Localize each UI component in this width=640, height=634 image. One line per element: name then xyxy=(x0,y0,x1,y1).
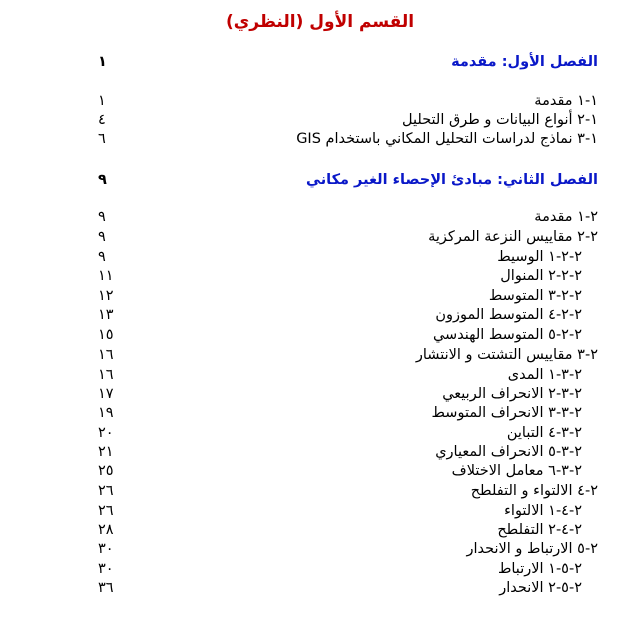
entry-page: ٩ xyxy=(98,229,106,245)
toc-entry xyxy=(0,579,640,598)
entry-label: ٢-٣-٥ الانحراف المعياري xyxy=(435,444,582,460)
chapter-title: الفصل الأول: مقدمة xyxy=(451,54,598,70)
entry-label: ٢-٢-٣ المتوسط xyxy=(488,288,582,304)
entry-label: ١-٣ نماذج لدراسات التحليل المكاني باستخدام GIS xyxy=(296,131,598,147)
toc-entry xyxy=(0,208,640,227)
entry-page: ١٦ xyxy=(98,367,114,383)
toc-entry xyxy=(0,540,640,559)
toc-entry xyxy=(0,248,640,267)
toc-entry xyxy=(0,404,640,423)
entry-page: ١ xyxy=(98,93,106,109)
chapter-page: ١ xyxy=(98,54,107,70)
entry-page: ٩ xyxy=(98,249,106,265)
toc-entry xyxy=(0,482,640,501)
entry-page: ٣٦ xyxy=(98,580,114,596)
entry-label: ٢-٣-٦ معامل الاختلاف xyxy=(451,463,582,479)
entry-page: ٢٨ xyxy=(98,522,114,538)
entry-label: ٢-٣-٣ الانحراف المتوسط xyxy=(431,405,582,421)
entry-label: ٢-٤ الالتواء و التفلطح xyxy=(470,483,598,499)
toc-entry xyxy=(0,443,640,462)
entry-page: ١٥ xyxy=(98,327,114,343)
entry-page: ١٧ xyxy=(98,386,114,402)
entry-page: ٢٥ xyxy=(98,463,114,479)
toc-entry xyxy=(0,521,640,540)
entry-label: ٢-٣-١ المدى xyxy=(507,367,582,383)
toc-entry xyxy=(0,346,640,365)
entry-page: ٤ xyxy=(98,112,106,128)
toc-entry xyxy=(0,130,640,149)
toc-entry xyxy=(0,366,640,385)
chapter-heading xyxy=(0,53,640,72)
toc-entry xyxy=(0,424,640,443)
entry-label: ٢-٣-٤ التباين xyxy=(506,425,582,441)
entry-label: ٢-٥-٢ الانحدار xyxy=(499,580,582,596)
entry-label: ١-٢ أنواع البيانات و طرق التحليل xyxy=(402,112,598,128)
entry-label: ٢-٣-٢ الانحراف الربيعي xyxy=(442,386,582,402)
chapter-title: الفصل الثاني: مبادئ الإحصاء الغير مكاني xyxy=(306,172,598,188)
entry-page: ٢١ xyxy=(98,444,114,460)
toc-entry xyxy=(0,287,640,306)
entry-page: ٣٠ xyxy=(98,541,114,557)
toc-entry xyxy=(0,267,640,286)
toc-entry xyxy=(0,92,640,111)
entry-page: ١٣ xyxy=(98,307,114,323)
entry-label: ٢-٢-٢ المنوال xyxy=(500,268,582,284)
entry-label: ٢-٥-١ الارتباط xyxy=(497,561,582,577)
toc-entry xyxy=(0,385,640,404)
entry-label: ٢-٢-٤ المتوسط الموزون xyxy=(435,307,582,323)
toc-entry xyxy=(0,306,640,325)
chapter-heading xyxy=(0,171,640,190)
entry-label: ٢-٥ الارتباط و الانحدار xyxy=(466,541,598,557)
entry-label: ٢-٢-٥ المتوسط الهندسي xyxy=(432,327,582,343)
entry-page: ٩ xyxy=(98,209,106,225)
toc-entry xyxy=(0,560,640,579)
entry-label: ٢-٢ مقاييس النزعة المركزية xyxy=(428,229,598,245)
toc-entry xyxy=(0,502,640,521)
entry-page: ٦ xyxy=(98,131,106,147)
entry-page: ٢٦ xyxy=(98,503,114,519)
entry-label: ٢-١ مقدمة xyxy=(534,209,598,225)
entry-page: ١١ xyxy=(98,268,114,284)
entry-page: ١٦ xyxy=(98,347,114,363)
entry-page: ١٩ xyxy=(98,405,114,421)
entry-label: ١-١ مقدمة xyxy=(534,93,598,109)
entry-label: ٢-٢-١ الوسيط xyxy=(497,249,582,265)
section-title: القسم الأول (النظري) xyxy=(225,12,415,32)
toc-entry xyxy=(0,326,640,345)
entry-label: ٢-٣ مقاييس التشتت و الانتشار xyxy=(415,347,598,363)
entry-page: ٢٠ xyxy=(98,425,114,441)
toc-entry xyxy=(0,228,640,247)
toc-entry xyxy=(0,111,640,130)
toc-entry xyxy=(0,462,640,481)
entry-label: ٢-٤-١ الالتواء xyxy=(504,503,582,519)
chapter-page: ٩ xyxy=(98,172,107,188)
entry-page: ١٢ xyxy=(98,288,114,304)
entry-label: ٢-٤-٢ التفلطح xyxy=(497,522,582,538)
entry-page: ٣٠ xyxy=(98,561,114,577)
entry-page: ٢٦ xyxy=(98,483,114,499)
